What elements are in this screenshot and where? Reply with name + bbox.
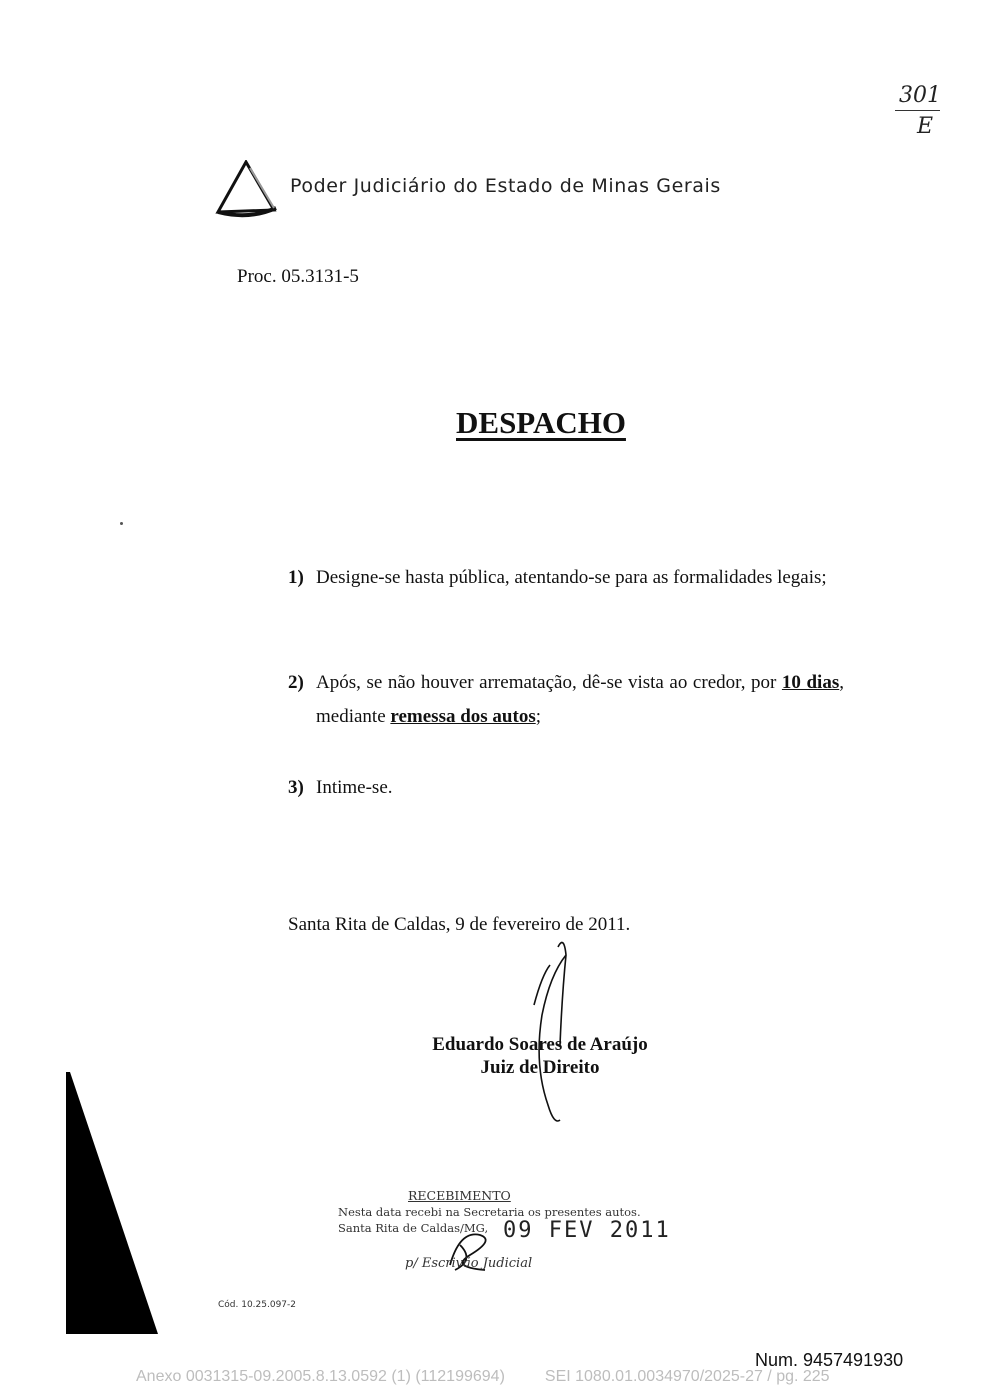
footer-sei: SEI 1080.01.0034970/2025-27 / pg. 225	[544, 1368, 830, 1385]
stamp-date: 09 FEV 2011	[503, 1218, 671, 1243]
remittance-emphasis: remessa dos autos	[390, 706, 536, 727]
process-number: Proc. 05.3131-5	[237, 266, 359, 287]
court-logo-icon	[214, 160, 284, 220]
list-item-2	[288, 666, 844, 734]
form-code: Cód. 10.25.097-2	[218, 1300, 297, 1310]
document-title: DESPACHO	[456, 405, 626, 440]
scan-speck	[120, 522, 123, 525]
stamp-line1: Nesta data recebi na Secretaria os presentes autos.	[338, 1205, 641, 1219]
item-number: 2)	[288, 672, 304, 693]
item-number: 3)	[288, 777, 304, 798]
item-text: Intime-se.	[316, 777, 393, 798]
list-item-1	[288, 561, 844, 595]
judge-block	[380, 1033, 700, 1079]
document-number: Num. 9457491930	[755, 1350, 904, 1370]
scan-black-wedge	[66, 1072, 158, 1334]
judge-title: Juiz de Direito	[480, 1057, 600, 1078]
list-item-3	[288, 771, 844, 805]
item-text-part: Após, se não houver arrematação, dê-se vista ao credor, por	[316, 672, 782, 693]
handwritten-initial: E	[916, 114, 934, 139]
item-text	[316, 666, 844, 734]
judge-name: Eduardo Soares de Araújo	[432, 1034, 648, 1055]
stamp-line2: Santa Rita de Caldas/MG,	[338, 1221, 489, 1235]
deadline-emphasis: 10 dias	[781, 672, 840, 693]
page-number-rule	[895, 110, 940, 111]
stamp-title: RECEBIMENTO	[408, 1188, 511, 1203]
footer-annex: Anexo 0031315-09.2005.8.13.0592 (1) (112199694)	[136, 1368, 505, 1385]
footer-watermark	[136, 1368, 830, 1386]
handwritten-page-number: 301	[899, 83, 941, 108]
court-name: Poder Judiciário do Estado de Minas Gerais	[290, 175, 721, 197]
item-text: Designe-se hasta pública, atentando-se para as formalidades legais;	[316, 567, 827, 588]
item-text-part: , mediante	[316, 672, 844, 727]
item-text-part: ;	[535, 706, 541, 727]
item-number: 1)	[288, 567, 304, 588]
stamp-clerk: p/ Escrivão Judicial	[405, 1256, 533, 1271]
place-date: Santa Rita de Caldas, 9 de fevereiro de 2011.	[288, 914, 631, 935]
